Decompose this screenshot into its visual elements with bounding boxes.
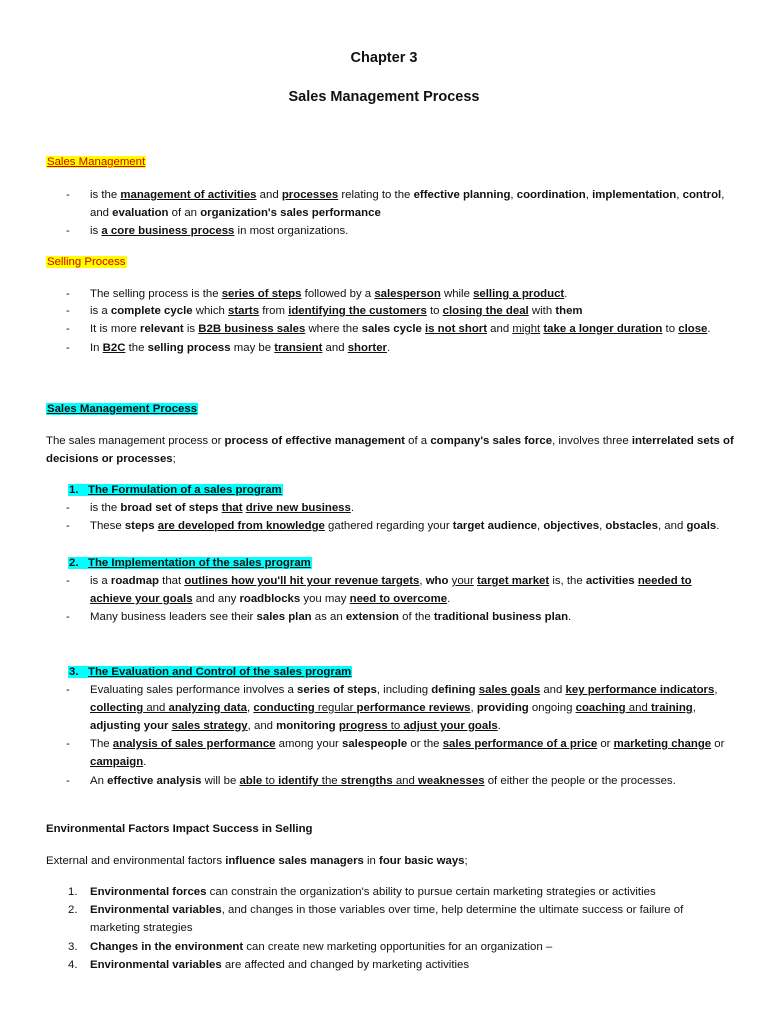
sub3-bullet-1-cont-1: collecting and analyzing data, conducting regular performance reviews, providing ongoing coaching and training, — [90, 702, 696, 714]
env-item-1: Environmental forces can constrain the organization's ability to pursue certain marketing strategies or activities — [90, 886, 656, 898]
bullet-dash: - — [66, 305, 70, 317]
list-number: 1. — [68, 886, 78, 898]
env-item-3: Changes in the environment can create new marketing opportunities for an organization – — [90, 941, 553, 953]
list-number: 4. — [68, 959, 78, 971]
env-intro: External and environmental factors influence sales managers in four basic ways; — [46, 855, 468, 867]
env-item-4: Environmental variables are affected and changed by marketing activities — [90, 959, 470, 971]
sub3-bullet-2-cont: campaign. — [90, 756, 147, 768]
sub3-bullet-2: The analysis of sales performance among your salespeople or the sales performance of a price or marketing change or — [90, 738, 725, 750]
smp-intro-line-2: decisions or processes; — [46, 453, 176, 465]
sub3-bullet-3: An effective analysis will be able to identify the strengths and weaknesses of either the people or the processes. — [90, 775, 676, 787]
sm-bullet-1: is the management of activities and processes relating to the effective planning, coordination, implementation, control, — [90, 189, 725, 201]
bullet-dash: - — [66, 520, 70, 532]
env-item-2: Environmental variables, and changes in those variables over time, help determine the ultimate success or failure of — [90, 904, 684, 916]
sub3-bullet-1-cont-2: adjusting your sales strategy, and monitoring progress to adjust your goals. — [90, 720, 501, 732]
env-item-2-cont: marketing strategies — [90, 922, 193, 934]
bullet-dash: - — [66, 342, 70, 354]
bullet-dash: - — [66, 738, 70, 750]
smp-intro-line-1: The sales management process or process of effective management of a company's sales force, involves three interrelated sets of — [46, 435, 734, 447]
chapter-title: Chapter 3 — [350, 50, 418, 66]
bullet-dash: - — [66, 189, 70, 201]
section-heading-environmental-factors: Environmental Factors Impact Success in Selling — [46, 823, 313, 835]
bullet-dash: - — [66, 225, 70, 237]
sub2-bullet-2: Many business leaders see their sales plan as an extension of the traditional business plan. — [90, 611, 572, 623]
bullet-dash: - — [66, 288, 70, 300]
sm-bullet-2: is a core business process in most organizations. — [90, 225, 349, 237]
bullet-dash: - — [66, 575, 70, 587]
section-heading-sales-management: Sales Management — [47, 156, 146, 168]
sp-bullet-1: The selling process is the series of steps followed by a salesperson while selling a product. — [90, 288, 568, 300]
sub3-bullet-1: Evaluating sales performance involves a series of steps, including defining sales goals and key performance indicators, — [90, 684, 718, 696]
sm-bullet-1-cont: and evaluation of an organization's sales performance — [90, 207, 381, 219]
sub1-bullet-1: is the broad set of steps that drive new business. — [90, 502, 354, 514]
bullet-dash: - — [66, 684, 70, 696]
bullet-dash: - — [66, 611, 70, 623]
document-title: Sales Management Process — [288, 89, 480, 105]
sp-bullet-3: It is more relevant is B2B business sales where the sales cycle is not short and might take a longer duration to close. — [90, 323, 711, 335]
list-number: 2. — [68, 904, 78, 916]
sub-heading-evaluation: 3. The Evaluation and Control of the sales program — [69, 666, 352, 678]
sub1-bullet-2: These steps are developed from knowledge gathered regarding your target audience, objectives, obstacles, and goals. — [90, 520, 720, 532]
sp-bullet-4: In B2C the selling process may be transient and shorter. — [90, 342, 391, 354]
section-heading-selling-process: Selling Process — [47, 256, 126, 268]
sp-bullet-2: is a complete cycle which starts from identifying the customers to closing the deal with them — [90, 305, 583, 317]
sub-heading-implementation: 2. The Implementation of the sales program — [69, 557, 311, 569]
bullet-dash: - — [66, 502, 70, 514]
sub-heading-formulation: 1. The Formulation of a sales program — [69, 484, 282, 496]
bullet-dash: - — [66, 323, 70, 335]
sub2-bullet-1: is a roadmap that outlines how you'll hit your revenue targets, who your target market is, the activities needed to — [90, 575, 692, 587]
sub2-bullet-1-cont: achieve your goals and any roadblocks you may need to overcome. — [90, 593, 451, 605]
bullet-dash: - — [66, 775, 70, 787]
list-number: 3. — [68, 941, 78, 953]
section-heading-sales-management-process: Sales Management Process — [47, 403, 198, 415]
